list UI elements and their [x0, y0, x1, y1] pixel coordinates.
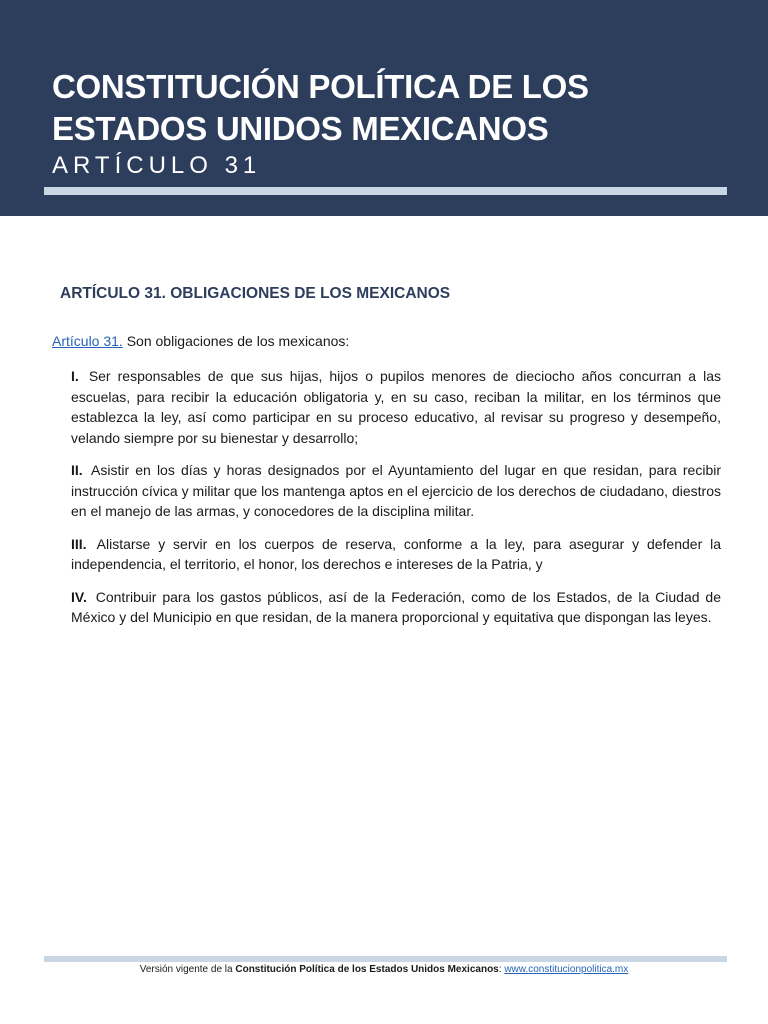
section-heading: ARTÍCULO 31. OBLIGACIONES DE LOS MEXICANOS	[60, 285, 451, 302]
page-header	[0, 0, 768, 216]
document-title	[52, 66, 732, 150]
document-title-line-1: CONSTITUCIÓN POLÍTICA DE LOS	[52, 68, 589, 105]
obligation-item	[71, 534, 721, 575]
obligation-item	[71, 366, 721, 448]
obligations-list	[71, 366, 721, 640]
article-subtitle: ARTÍCULO 31	[52, 152, 262, 179]
footer-document-name: Constitución Política de los Estados Unidos Mexicanos	[235, 964, 499, 975]
header-divider	[44, 187, 727, 195]
page-footer	[0, 963, 768, 976]
article-intro-text: Son obligaciones de los mexicanos:	[126, 333, 350, 349]
obligation-item	[71, 587, 721, 628]
obligation-text: Asistir en los días y horas designados por el Ayuntamiento del lugar en que residan, para recibir instrucción cívica y militar que los mantenga aptos en el ejercicio de los derechos de ciudadano, diestros en el manejo de las armas, y conocedores de la disciplina militar.	[71, 462, 722, 519]
article-link[interactable]: Artículo 31.	[52, 333, 123, 349]
obligation-label: I.	[71, 368, 79, 384]
footer-divider	[44, 956, 727, 962]
obligation-text: Contribuir para los gastos públicos, así de la Federación, como de los Estados, de la Ciudad de México y del Municipio en que residan, de la manera proporcional y equitativa que dispongan las leyes.	[71, 588, 721, 625]
document-title-line-2: ESTADOS UNIDOS MEXICANOS	[52, 110, 549, 147]
obligation-label: III.	[71, 535, 87, 552]
obligation-label: IV.	[71, 588, 87, 605]
footer-website-link[interactable]: www.constitucionpolitica.mx	[504, 964, 629, 975]
footer-separator: :	[498, 964, 505, 975]
obligation-text: Ser responsables de que sus hijas, hijos o pupilos menores de dieciocho años concurran a las escuelas, para recibir la educación obligatoria y, en su caso, reciban la militar, en los términos que establezca la ley, así como participar en su proceso educativo, al revisar su progreso y desempeño, velando siempre por su bienestar y desarrollo;	[71, 368, 721, 446]
obligation-item	[71, 460, 721, 522]
article-intro	[52, 331, 722, 351]
obligation-label: II.	[71, 462, 83, 478]
footer-prefix: Versión vigente de la	[139, 964, 236, 975]
obligation-text: Alistarse y servir en los cuerpos de reserva, conforme a la ley, para asegurar y defender la independencia, el territorio, el honor, los derechos e intereses de la Patria, y	[71, 535, 721, 572]
